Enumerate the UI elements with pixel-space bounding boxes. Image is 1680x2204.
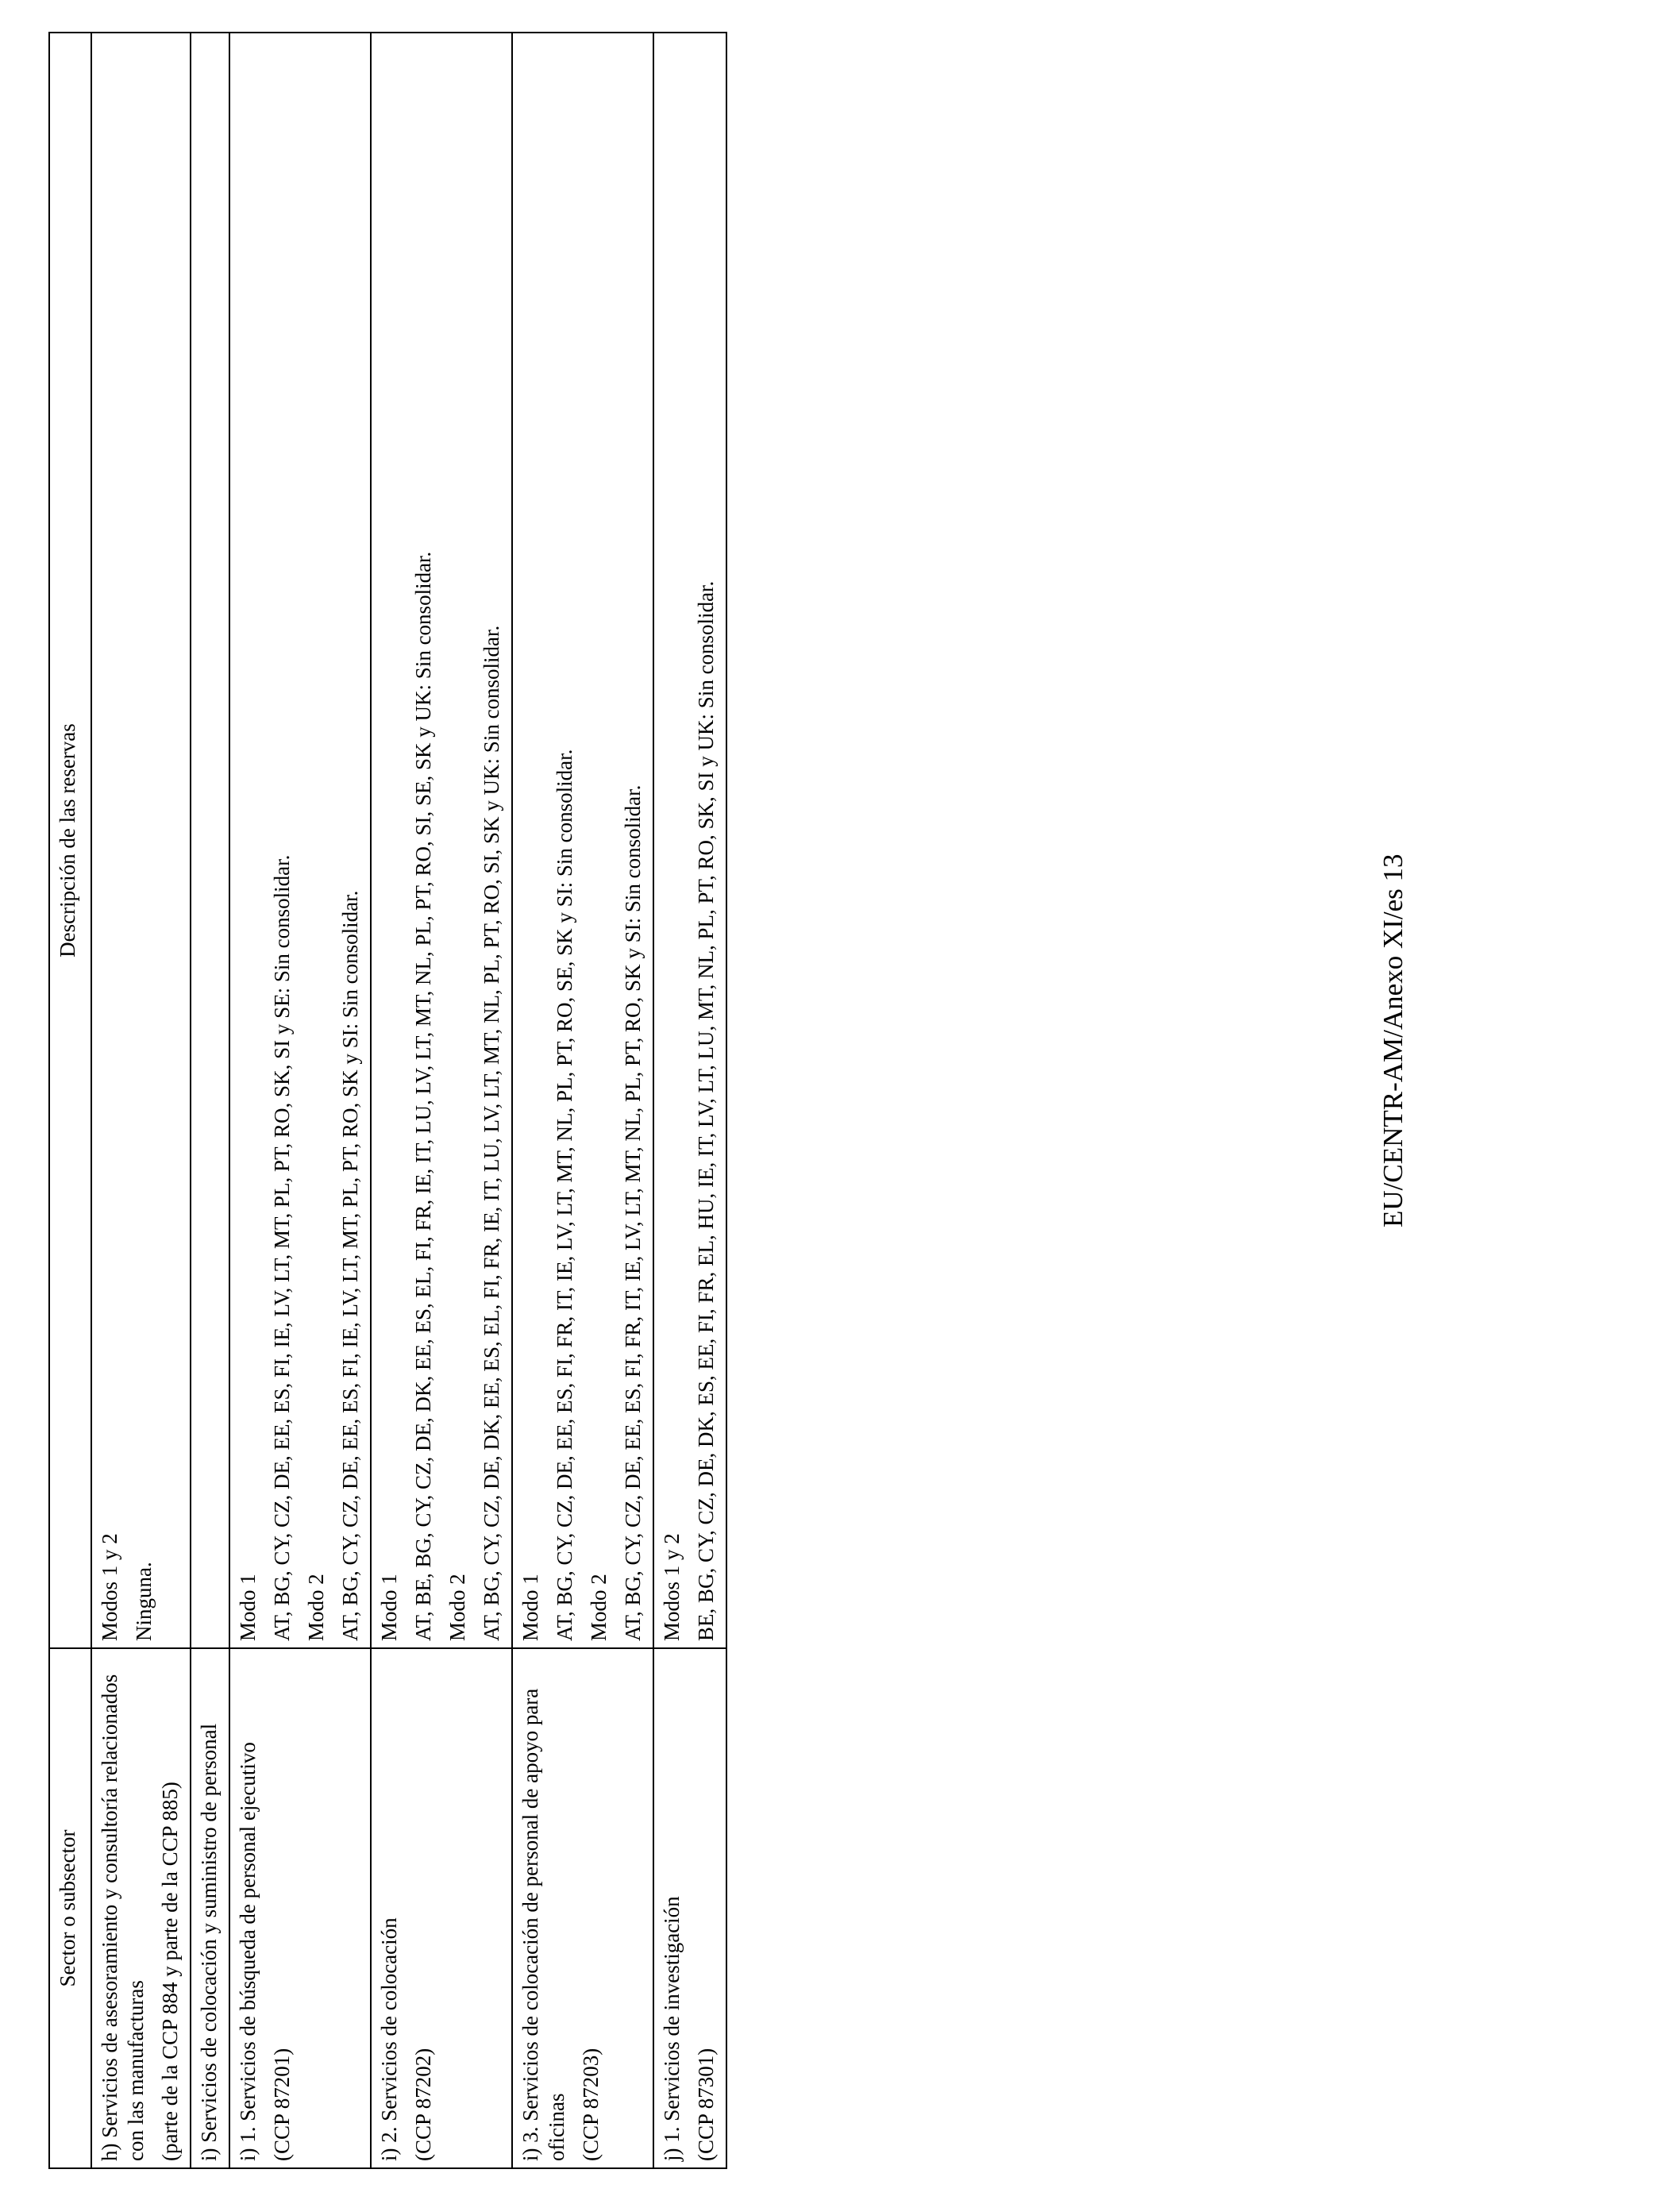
sector-cell (512, 1648, 653, 2168)
reservation-text: AT, BG, CY, CZ, DE, EE, ES, FI, IE, LV, LT, MT, PL, PT, RO, SK, SI y SE: Sin consolidar. (270, 854, 294, 1641)
reservation-text: Ninguna. (132, 1562, 156, 1641)
sector-text: i) 2. Servicios de colocación (377, 1917, 401, 2161)
description-cell (371, 33, 512, 1648)
table-header-row (49, 33, 91, 2168)
reservation-text: AT, BE, BG, CY, CZ, DE, DK, EE, ES, EL, FI, FR, IE, IT, LU, LV, LT, MT, NL, PL, PT, RO, SI, SE, SK y UK: Sin consolidar. (411, 551, 435, 1641)
sector-code: (CCP 87201) (270, 2048, 294, 2161)
mode-label: Modo 2 (445, 1574, 469, 1641)
page-footer: EU/CENTR-AM/Anexo XI/es 13 (1378, 853, 1408, 1227)
mode-label: Modo 1 (518, 1574, 542, 1641)
sector-code: (CCP 87202) (411, 2048, 435, 2161)
reservation-text: BE, BG, CY, CZ, DE, DK, ES, EE, FI, FR, EL, HU, IE, IT, LV, LT, LU, MT, NL, PL, PT, RO, SK, SI y UK: Sin consolidar. (694, 580, 718, 1641)
sector-text: i) 3. Servicios de colocación de personal de apoyo para oficinas (518, 1688, 568, 2161)
table-row (371, 33, 512, 2168)
description-cell (91, 33, 191, 1648)
sector-text: h) Servicios de asesoramiento y consultoría relacionados con las manufacturas (98, 1674, 148, 2161)
sector-cell (91, 1648, 191, 2168)
mode-label: Modo 2 (304, 1574, 328, 1641)
description-cell (229, 33, 371, 1648)
mode-label: Modos 1 y 2 (660, 1533, 684, 1641)
sector-cell (653, 1648, 726, 2168)
reservation-text: AT, BG, CY, CZ, DE, EE, ES, FI, IE, LV, LT, MT, PL, PT, RO, SK y SI: Sin consolidar. (338, 890, 362, 1641)
mode-label: Modo 1 (377, 1574, 401, 1641)
sector-code: (CCP 87301) (694, 2048, 718, 2161)
mode-label: Modo 1 (236, 1574, 260, 1641)
reservation-text: AT, BG, CY, CZ, DE, EE, ES, FI, FR, IT, IE, LV, LT, MT, NL, PL, PT, RO, SK y SI: Sin consolidar. (621, 784, 645, 1641)
table-row (91, 33, 191, 2168)
description-cell (191, 33, 229, 1648)
reservation-text: AT, BG, CY, CZ, DE, EE, ES, FI, FR, IT, IE, LV, LT, MT, NL, PL, PT, RO, SE, SK y SI: Sin consolidar. (553, 749, 576, 1641)
table-row (229, 33, 371, 2168)
description-cell (653, 33, 726, 1648)
sector-cell (191, 1648, 229, 2168)
sector-text: j) 1. Servicios de investigación (660, 1896, 684, 2161)
sector-cell (229, 1648, 371, 2168)
sector-text: i) 1. Servicios de búsqueda de personal ejecutivo (236, 1742, 260, 2161)
sector-cell (371, 1648, 512, 2168)
mode-label: Modo 2 (587, 1574, 611, 1641)
table-row (512, 33, 653, 2168)
table-row (653, 33, 726, 2168)
reservation-text: AT, BG, CY, CZ, DE, DK, EE, ES, EL, FI, FR, IE, IT, LU, LV, LT, MT, NL, PL, PT, RO, SI, SK y UK: Sin consolidar. (480, 625, 503, 1641)
sector-text: i) Servicios de colocación y suministro de personal (197, 1723, 221, 2161)
sector-code: (CCP 87203) (579, 2048, 603, 2161)
header-description: Descripción de las reservas (49, 33, 91, 1648)
table-row (191, 33, 229, 2168)
sector-code: (parte de la CCP 884 y parte de la CCP 885) (158, 1782, 182, 2161)
description-cell (512, 33, 653, 1648)
reservations-table (48, 32, 727, 2169)
mode-label: Modos 1 y 2 (98, 1533, 121, 1641)
header-sector: Sector o subsector (49, 1648, 91, 2168)
